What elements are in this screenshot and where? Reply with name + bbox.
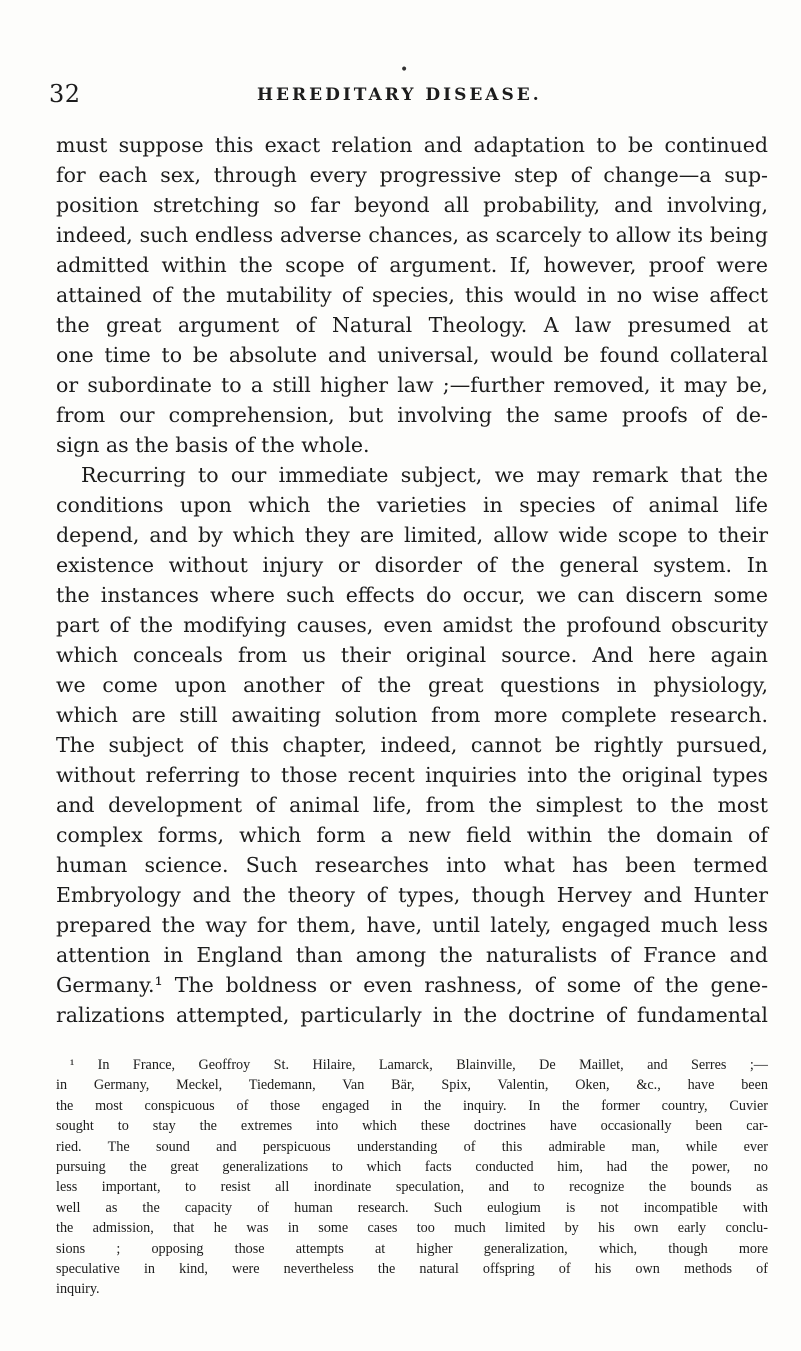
body-line: or subordinate to a still higher law ;—further removed, it may be, xyxy=(56,373,768,397)
running-head: HEREDITARY DISEASE. xyxy=(257,85,542,105)
footnote-line: the most conspicuous of those engaged in the inquiry. In the former country, Cuvier xyxy=(56,1097,768,1114)
body-line: we come upon another of the great questions in physiology, xyxy=(56,673,768,697)
footnote xyxy=(56,1055,768,1300)
body-line: attained of the mutability of species, this would in no wise affect xyxy=(56,283,768,307)
footnote-line: ¹ In France, Geoffroy St. Hilaire, Lamarck, Blainville, De Maillet, and Serres ;— xyxy=(70,1057,768,1073)
footnote-line: sions ; opposing those attempts at higher generalization, which, though more xyxy=(56,1240,768,1257)
footnote-line: the admission, that he was in some cases too much limited by his own early conclu- xyxy=(56,1220,768,1237)
page-number: 32 xyxy=(49,80,81,108)
body-line: which conceals from us their original source. And here again xyxy=(56,643,768,667)
footnote-line: speculative in kind, were nevertheless the natural offspring of his own methods of xyxy=(56,1260,768,1277)
body-line: depend, and by which they are limited, allow wide scope to their xyxy=(56,523,768,547)
body-line: complex forms, which form a new field within the domain of xyxy=(56,823,768,847)
body-line: prepared the way for them, have, until lately, engaged much less xyxy=(56,913,768,937)
body-line: The subject of this chapter, indeed, cannot be rightly pursued, xyxy=(56,733,768,757)
body-line: from our comprehension, but involving the same proofs of de- xyxy=(56,403,768,427)
body-line: Recurring to our immediate subject, we may remark that the xyxy=(81,463,768,487)
body-line: human science. Such researches into what has been termed xyxy=(56,853,768,877)
body-line: part of the modifying causes, even amidst the profound obscurity xyxy=(56,613,768,637)
footnote-line: well as the capacity of human research. Such eulogium is not incompatible with xyxy=(56,1199,768,1216)
body-line: existence without injury or disorder of the general system. In xyxy=(56,553,768,577)
footnote-line: inquiry. xyxy=(56,1281,100,1298)
body-line: Germany.¹ The boldness or even rashness, of some of the gene- xyxy=(56,973,768,997)
body-line: without referring to those recent inquiries into the original types xyxy=(56,763,768,787)
printer-mark: • xyxy=(400,62,409,78)
footnote-line: in Germany, Meckel, Tiedemann, Van Bär, Spix, Valentin, Oken, &c., have been xyxy=(56,1077,768,1094)
body-line: sign as the basis of the whole. xyxy=(56,433,370,457)
footnote-line: sought to stay the extremes into which these doctrines have occasionally been car- xyxy=(56,1118,768,1135)
body-line: position stretching so far beyond all probability, and involving, xyxy=(56,193,768,217)
body-text xyxy=(56,130,768,1030)
body-line: attention in England than among the naturalists of France and xyxy=(56,943,768,967)
footnote-line: ried. The sound and perspicuous understanding of this admirable man, while ever xyxy=(56,1138,768,1155)
page-header xyxy=(49,80,769,110)
body-line: must suppose this exact relation and adaptation to be continued xyxy=(56,133,768,157)
body-line: admitted within the scope of argument. If, however, proof were xyxy=(56,253,768,277)
body-line: for each sex, through every progressive step of change—a sup- xyxy=(56,163,768,187)
body-line: the instances where such effects do occur, we can discern some xyxy=(56,583,768,607)
body-line: the great argument of Natural Theology. A law presumed at xyxy=(56,313,768,337)
body-line: Embryology and the theory of types, though Hervey and Hunter xyxy=(56,883,768,907)
footnote-line: less important, to resist all inordinate speculation, and to recognize the bounds as xyxy=(56,1179,768,1196)
body-line: conditions upon which the varieties in species of animal life xyxy=(56,493,768,517)
body-line: ralizations attempted, particularly in the doctrine of fundamental xyxy=(56,1003,768,1027)
body-line: and development of animal life, from the simplest to the most xyxy=(56,793,768,817)
body-line: which are still awaiting solution from more complete research. xyxy=(56,703,768,727)
body-line: one time to be absolute and universal, would be found collateral xyxy=(56,343,768,367)
body-line: indeed, such endless adverse chances, as scarcely to allow its being xyxy=(56,223,768,247)
footnote-line: pursuing the great generalizations to which facts conducted him, had the power, no xyxy=(56,1158,768,1175)
